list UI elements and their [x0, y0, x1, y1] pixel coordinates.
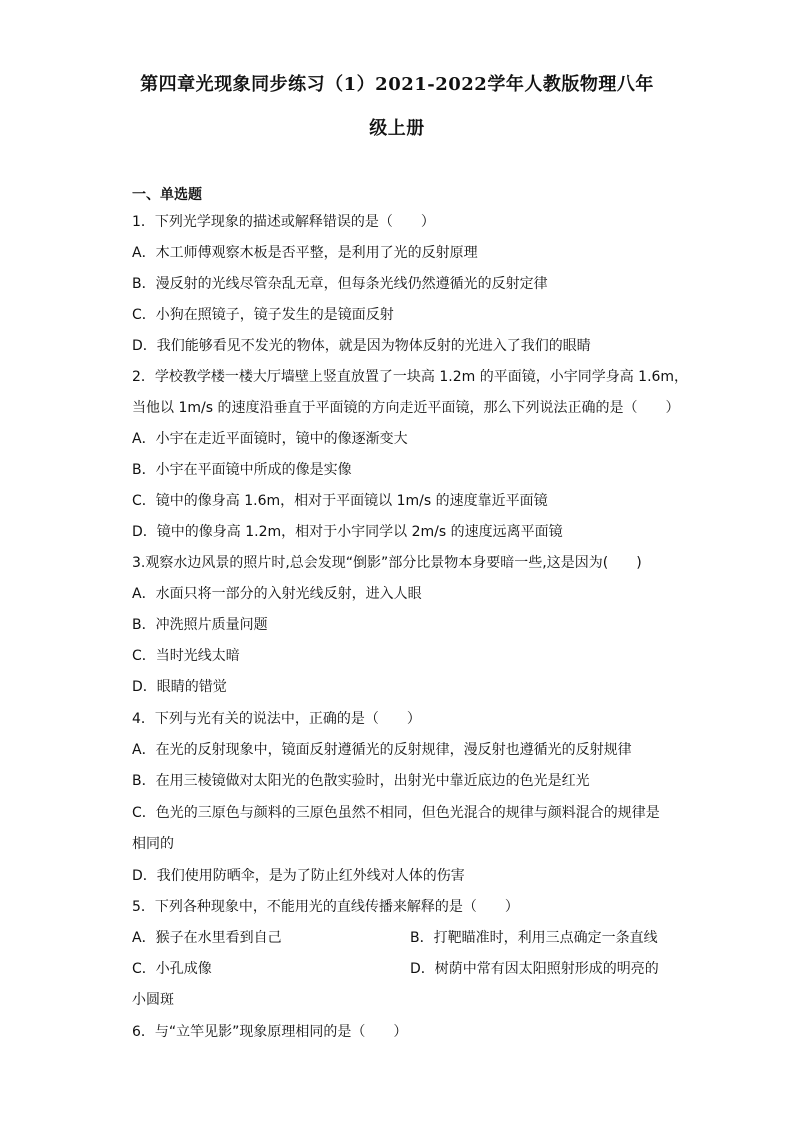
- question-4-option-d: D．我们使用防晒伞，是为了防止红外线对人体的伤害: [132, 868, 465, 884]
- document-title-line-2: 级上册: [369, 118, 425, 139]
- question-3-option-d: D．眼睛的错觉: [132, 679, 227, 695]
- question-4-option-c-line-2: 相同的: [132, 836, 174, 852]
- question-3-option-a: A．水面只将一部分的入射光线反射，进入人眼: [132, 586, 422, 602]
- question-1-option-b: B．漫反射的光线尽管杂乱无章，但每条光线仍然遵循光的反射定律: [132, 276, 548, 292]
- question-5-option-c: C．小孔成像: [132, 961, 212, 977]
- question-1-stem: 1．下列光学现象的描述或解释错误的是（ ）: [132, 214, 435, 230]
- question-2-option-b: B．小宇在平面镜中所成的像是实像: [132, 462, 352, 478]
- question-5-stem: 5．下列各种现象中，不能用光的直线传播来解释的是（ ）: [132, 899, 519, 915]
- question-4-option-c-line-1: C．色光的三原色与颜料的三原色虽然不相同，但色光混合的规律与颜料混合的规律是: [132, 805, 660, 821]
- question-3-option-c: C．当时光线太暗: [132, 648, 240, 664]
- question-6-stem: 6．与“立竿见影”现象原理相同的是（ ）: [132, 1024, 408, 1040]
- question-1-option-a: A．木工师傅观察木板是否平整，是利用了光的反射原理: [132, 245, 478, 261]
- question-1-option-d: D．我们能够看见不发光的物体，就是因为物体反射的光进入了我们的眼睛: [132, 338, 591, 354]
- question-2-option-a: A．小宇在走近平面镜时，镜中的像逐渐变大: [132, 431, 408, 447]
- question-5-option-d-line-1: D．树荫中常有因太阳照射形成的明亮的: [410, 961, 659, 977]
- question-5-option-a: A．猴子在水里看到自己: [132, 930, 282, 946]
- question-3-option-b: B．冲洗照片质量问题: [132, 617, 268, 633]
- question-3-stem: 3.观察水边风景的照片时,总会发现“倒影”部分比景物本身要暗一些,这是因为( ): [132, 555, 642, 571]
- question-2-stem-line-2: 当他以 1m/s 的速度沿垂直于平面镜的方向走近平面镜，那么下列说法正确的是（ ）: [132, 400, 680, 416]
- question-2-option-d: D．镜中的像身高 1.2m，相对于小宇同学以 2m/s 的速度远离平面镜: [132, 524, 563, 540]
- section-heading: 一、单选题: [132, 187, 202, 203]
- question-4-option-a: A．在光的反射现象中，镜面反射遵循光的反射规律，漫反射也遵循光的反射规律: [132, 742, 632, 758]
- document-title-line-1: 第四章光现象同步练习（1）2021-2022学年人教版物理八年: [140, 74, 654, 95]
- question-5-option-d-line-2: 小圆斑: [132, 992, 174, 1008]
- question-2-stem-line-1: 2．学校教学楼一楼大厅墙壁上竖直放置了一块高 1.2m 的平面镜，小宇同学身高 1.6m，: [132, 369, 689, 385]
- question-2-option-c: C．镜中的像身高 1.6m，相对于平面镜以 1m/s 的速度靠近平面镜: [132, 493, 548, 509]
- question-4-option-b: B．在用三棱镜做对太阳光的色散实验时，出射光中靠近底边的色光是红光: [132, 773, 590, 789]
- question-4-stem: 4．下列与光有关的说法中，正确的是（ ）: [132, 711, 421, 727]
- question-5-option-b: B．打靶瞄准时，利用三点确定一条直线: [410, 930, 658, 946]
- question-1-option-c: C．小狗在照镜子，镜子发生的是镜面反射: [132, 307, 394, 323]
